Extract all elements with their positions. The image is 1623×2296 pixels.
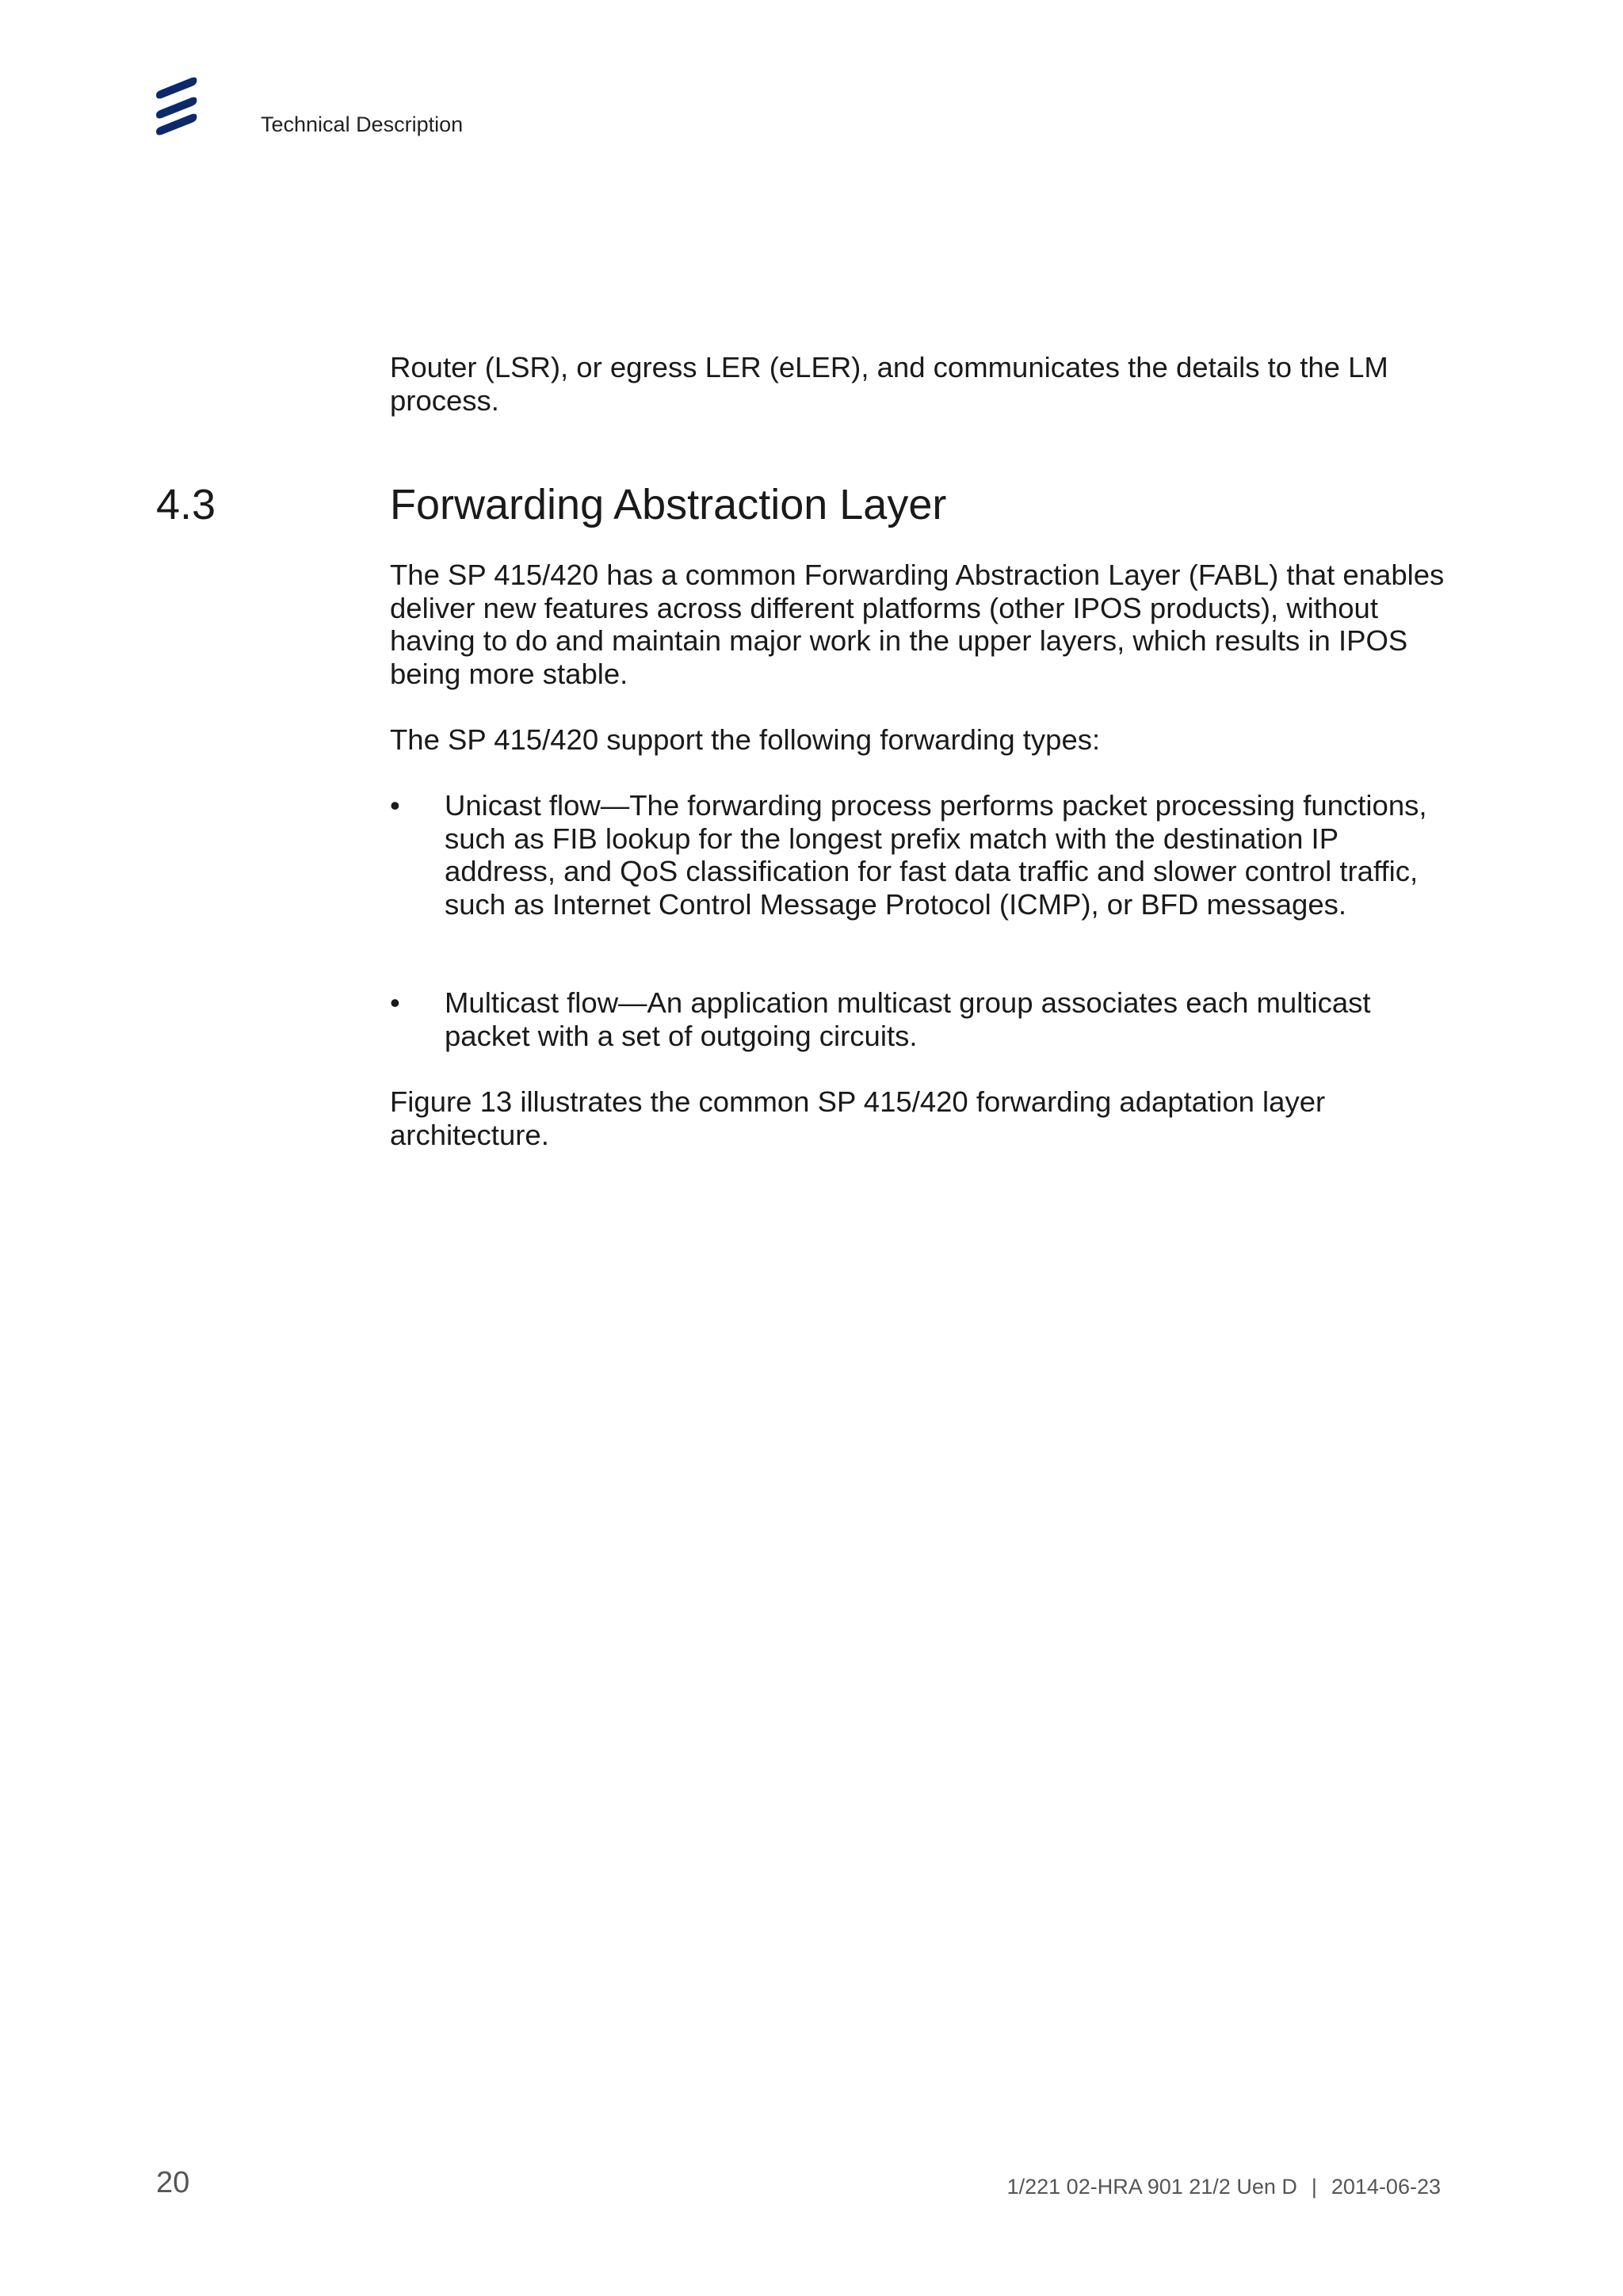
intro-paragraph: Router (LSR), or egress LER (eLER), and communicates the details to the LM process. bbox=[390, 351, 1388, 417]
document-date: 2014-06-23 bbox=[1331, 2175, 1441, 2199]
bullet-list-multicast bbox=[390, 986, 1452, 1052]
forwarding-types-paragraph: The SP 415/420 support the following forwarding types: bbox=[390, 723, 1101, 756]
company-logo bbox=[154, 76, 201, 136]
list-item-text: Unicast flow—The forwarding process performs packet processing functions, such as FIB lookup for the longest prefix match with the destination IP address, and QoS classification for fast data traffic and slower control traffic, such as Internet Control Message Protocol (ICMP), or BFD messages. bbox=[445, 789, 1427, 921]
footer-separator: | bbox=[1311, 2175, 1317, 2199]
bullet-list-unicast bbox=[390, 789, 1452, 921]
page-number: 20 bbox=[156, 2166, 190, 2199]
document-id: 1/221 02-HRA 901 21/2 Uen D bbox=[1006, 2175, 1297, 2199]
section-number: 4.3 bbox=[156, 481, 216, 528]
figure-reference-paragraph: Figure 13 illustrates the common SP 415/420 forwarding adaptation layer architecture. bbox=[390, 1085, 1326, 1151]
list-item bbox=[390, 789, 1452, 921]
fabl-paragraph: The SP 415/420 has a common Forwarding Abstraction Layer (FABL) that enables deliver new features across different platforms (other IPOS products), without having to do and maintain major work in the upper layers, which results in IPOS being more stable. bbox=[390, 559, 1445, 690]
bullet-icon: • bbox=[390, 789, 400, 822]
document-reference bbox=[1007, 2175, 1441, 2199]
bullet-icon: • bbox=[390, 986, 400, 1019]
list-item bbox=[390, 986, 1452, 1052]
document-type-title: Technical Description bbox=[261, 113, 464, 136]
section-title: Forwarding Abstraction Layer bbox=[390, 481, 947, 528]
list-item-text: Multicast flow—An application multicast group associates each multicast packet with a set of outgoing circuits. bbox=[445, 986, 1371, 1052]
